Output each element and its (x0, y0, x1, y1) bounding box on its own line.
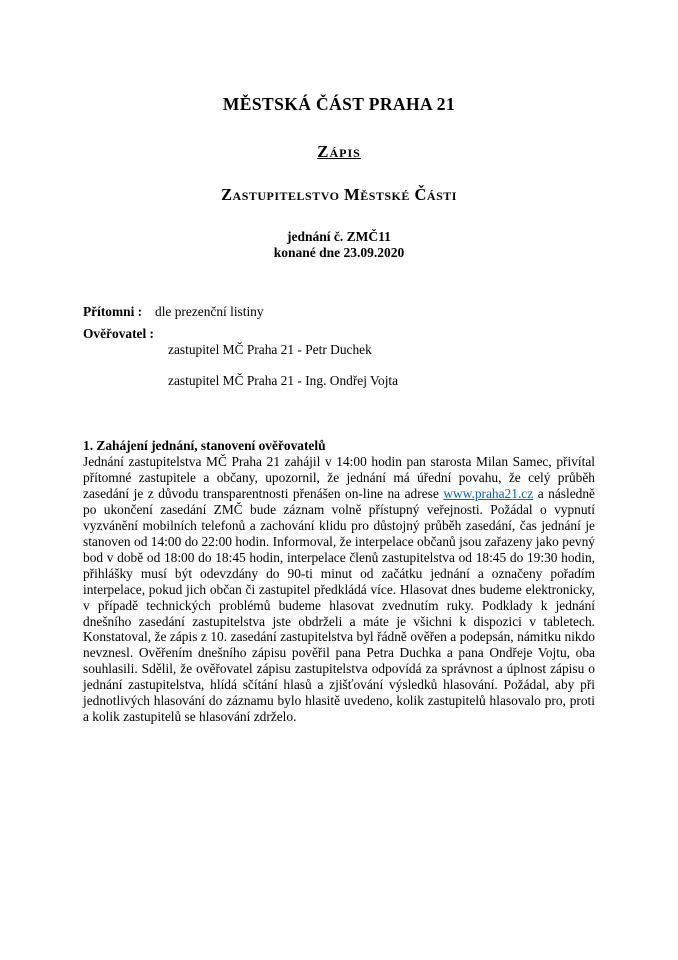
section-1-text-after-link: a následně po ukončení zasedání ZMČ bude záznam volně přístupný veřejnosti. Požádal o vypnutí vyzvánění mobilních telefonů a zachování klidu pro důstojný průběh zasedání, čas jednání je stanoven od 14:00 do 22:00 hodin. Informoval, že interpelace občanů jsou zařazeny jako pevný bod v době od 18:00 do 18:45 hodin, interpelace členů zastupitelstva od 18:45 do 19:30 hodin, přihlášky musí být odevzdány do 90-ti minut od začátku jednání a označeny pořadím interpelace, pokud jich občan či zastupitel předkládá více. Hlasovat dnes budeme elektronicky, v případě technických problémů budeme hlasovat zvednutím ruky. Podklady k jednání dnešního zasedání zastupitelstva jste obdrželi a máte je všichni k dispozici v tabletech. Konstatoval, že zápis z 10. zasedání zastupitelstva byl řádně ověřen a podepsán, námitku nikdo nevznesl. Ověřením dnešního zápisu pověřil pana Petra Duchka a pana Ondřeje Vojtu, oba souhlasili. Sdělil, že ověřovatel zápisu zastupitelstva odpovídá za správnost a úplnost zápisu o jednání zastupitelstva, hlídá sčítání hlasů a zjišťování výsledků hlasování. Požádal, aby při jednotlivých hlasování do záznamu bylo hlasitě uvedeno, kolik zastupitelů hlasovalo pro, proti a kolik zastupitelů se hlasování zdrželo. (83, 485, 595, 725)
document-title: MĚSTSKÁ ČÁST PRAHA 21 (222, 94, 456, 114)
document-org-name: Zastupitelstvo Městské Části (221, 185, 457, 205)
present-label: Přítomni : (83, 303, 143, 319)
document-subtitle: Zápis (317, 142, 361, 162)
verifier-line-2: zastupitel MČ Praha 21 - Ing. Ondřej Vojta (168, 373, 399, 389)
verifier-values (168, 326, 398, 389)
meeting-number-line: jednání č. ZMČ11 (287, 229, 391, 245)
present-row (83, 304, 595, 320)
section-1-text-before-link: Jednání zastupitelstva MČ Praha 21 zahájil v 14:00 hodin pan starosta Milan Samec, přivítal přítomné zastupitele a občany, upozornil, že jednání má úřední povahu, že celý průběh zasedání je z důvodu transparentnosti přenášen on-line na adrese (83, 454, 595, 501)
document-subtitle-wrap (83, 142, 595, 162)
meeting-date-line: konané dne 23.09.2020 (273, 244, 405, 260)
section-1 (83, 438, 595, 725)
praha21-link[interactable]: www.praha21.cz (443, 485, 534, 501)
section-1-paragraph (83, 454, 595, 725)
verifier-row (83, 326, 595, 389)
document-org-wrap (83, 185, 595, 205)
meeting-info (83, 229, 595, 261)
present-value: dle prezenční listiny (155, 303, 264, 319)
verifier-line-1: zastupitel MČ Praha 21 - Petr Duchek (168, 342, 372, 358)
section-1-heading: 1. Zahájení jednání, stanovení ověřovatelů (83, 438, 326, 454)
verifier-label: Ověřovatel : (83, 326, 155, 342)
attendance-block (83, 304, 595, 389)
